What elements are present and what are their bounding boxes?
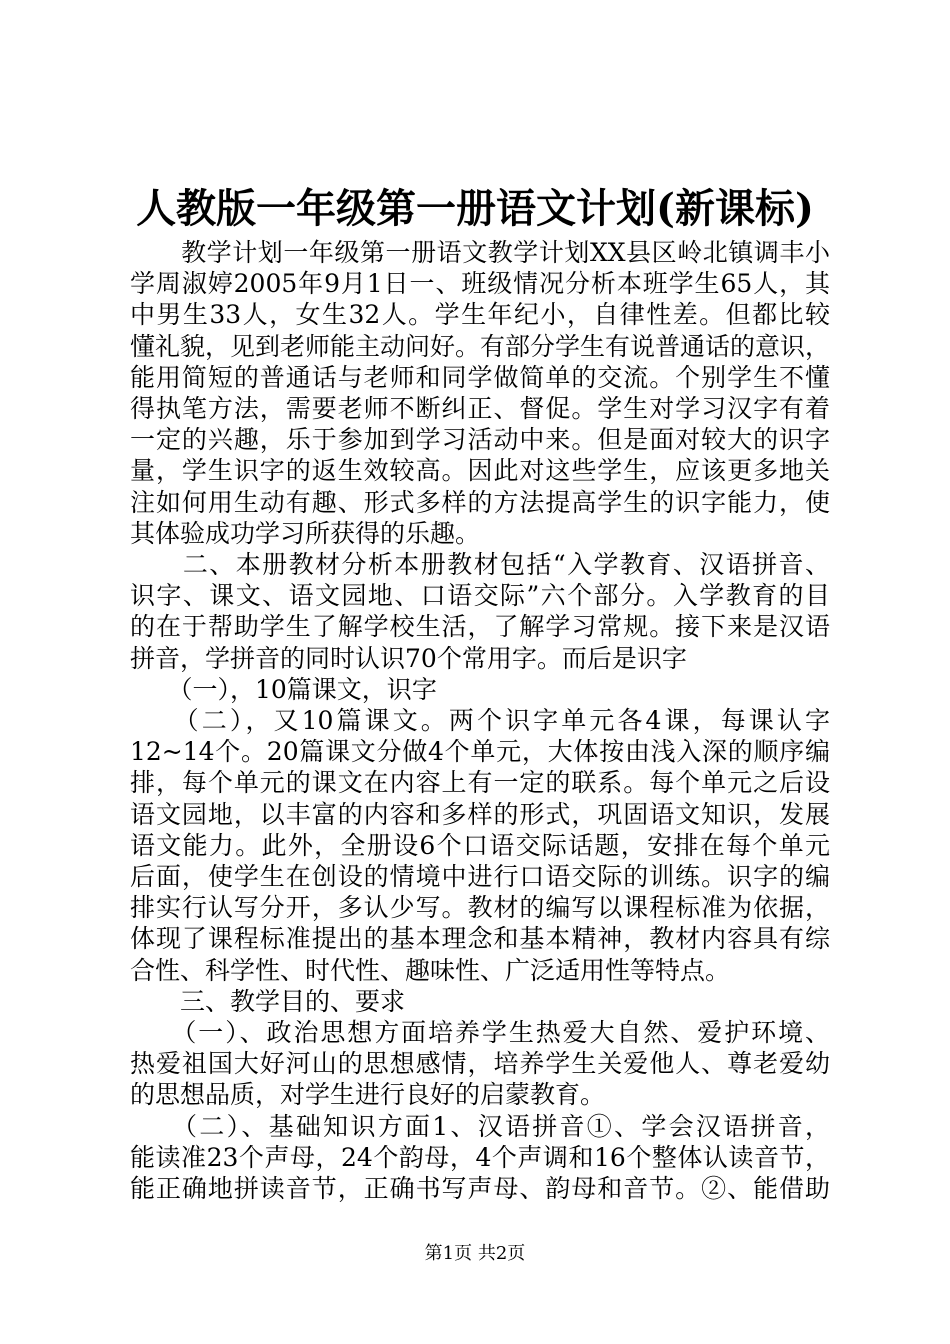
body-line: 拼音，学拼音的同时认识70个常用字。而后是识字 (130, 643, 687, 673)
body-line: （二），又10篇课文。两个识字单元各4课，每课认字 (130, 706, 830, 735)
body-line: 合性、科学性、时代性、趣味性、广泛适用性等特点。 (130, 955, 731, 985)
body-line: 能正确地拼读音节，正确书写声母、韵母和音节。②、能借助 (130, 1174, 830, 1203)
body-line: 能读准23个声母，24个韵母，4个声调和16个整体认读音节， (130, 1142, 830, 1172)
body-line: 教学计划一年级第一册语文教学计划XX县区岭北镇调丰小 (130, 238, 830, 267)
page-footer: 第1页 共2页 (424, 1243, 526, 1264)
body-line: 其体验成功学习所获得的乐趣。 (130, 518, 481, 548)
body-line: 语文能力。此外，全册设6个口语交际话题，安排在每个单元 (130, 830, 830, 860)
body-line: 12~14个。20篇课文分做4个单元，大体按由浅入深的顺序编 (130, 737, 830, 767)
document-title: 人教版一年级第一册语文计划(新课标) (136, 185, 814, 232)
body-line: 三、教学目的、要求 (130, 986, 406, 1016)
body-line: 懂礼貌，见到老师能主动问好。有部分学生有说普通话的意识， (130, 331, 831, 361)
body-line: 的在于帮助学生了解学校生活，了解学习常规。接下来是汉语 (130, 612, 830, 642)
body-line: 后面，使学生在创设的情境中进行口语交际的训练。识字的编 (130, 862, 830, 891)
body-line: 的思想品质，对学生进行良好的启蒙教育。 (130, 1080, 606, 1110)
body-line: （一），10篇课文，识字 (130, 674, 437, 704)
body-line: 中男生33人，女生32人。学生年纪小，自律性差。但都比较 (130, 300, 830, 330)
body-line: 识字、课文、语文园地、口语交际”六个部分。入学教育的目 (130, 581, 830, 611)
body-line: 注如何用生动有趣、形式多样的方法提高学生的识字能力，使 (130, 487, 830, 517)
body-line: （二）、基础知识方面1、汉语拼音①、学会汉语拼音， (130, 1111, 830, 1141)
body-line: 体现了课程标准提出的基本理念和基本精神，教材内容具有综 (130, 924, 830, 954)
body-line: 量，学生识字的返生效较高。因此对这些学生，应该更多地关 (130, 456, 830, 486)
body-line: 学周淑婷2005年9月1日一、班级情况分析本班学生65人，其 (130, 269, 830, 299)
body-line: 排实行认写分开，多认少写。教材的编写以课程标准为依据， (130, 893, 830, 923)
body-line: 热爱祖国大好河山的思想感情，培养学生关爱他人、尊老爱幼 (130, 1049, 830, 1079)
body-line: 得执笔方法，需要老师不断纠正、督促。学生对学习汉字有着 (130, 394, 830, 423)
body-line: 二、本册教材分析本册教材包括“入学教育、汉语拼音、 (130, 550, 830, 579)
body-line: 语文园地，以丰富的内容和多样的形式，巩固语文知识，发展 (130, 799, 830, 829)
body-line: 一定的兴趣，乐于参加到学习活动中来。但是面对较大的识字 (130, 425, 830, 455)
body-line: 排，每个单元的课文在内容上有一定的联系。每个单元之后设 (130, 768, 830, 798)
body-line: （一）、政治思想方面培养学生热爱大自然、爱护环境、 (130, 1018, 830, 1047)
body-line: 能用简短的普通话与老师和同学做简单的交流。个别学生不懂 (130, 362, 830, 392)
